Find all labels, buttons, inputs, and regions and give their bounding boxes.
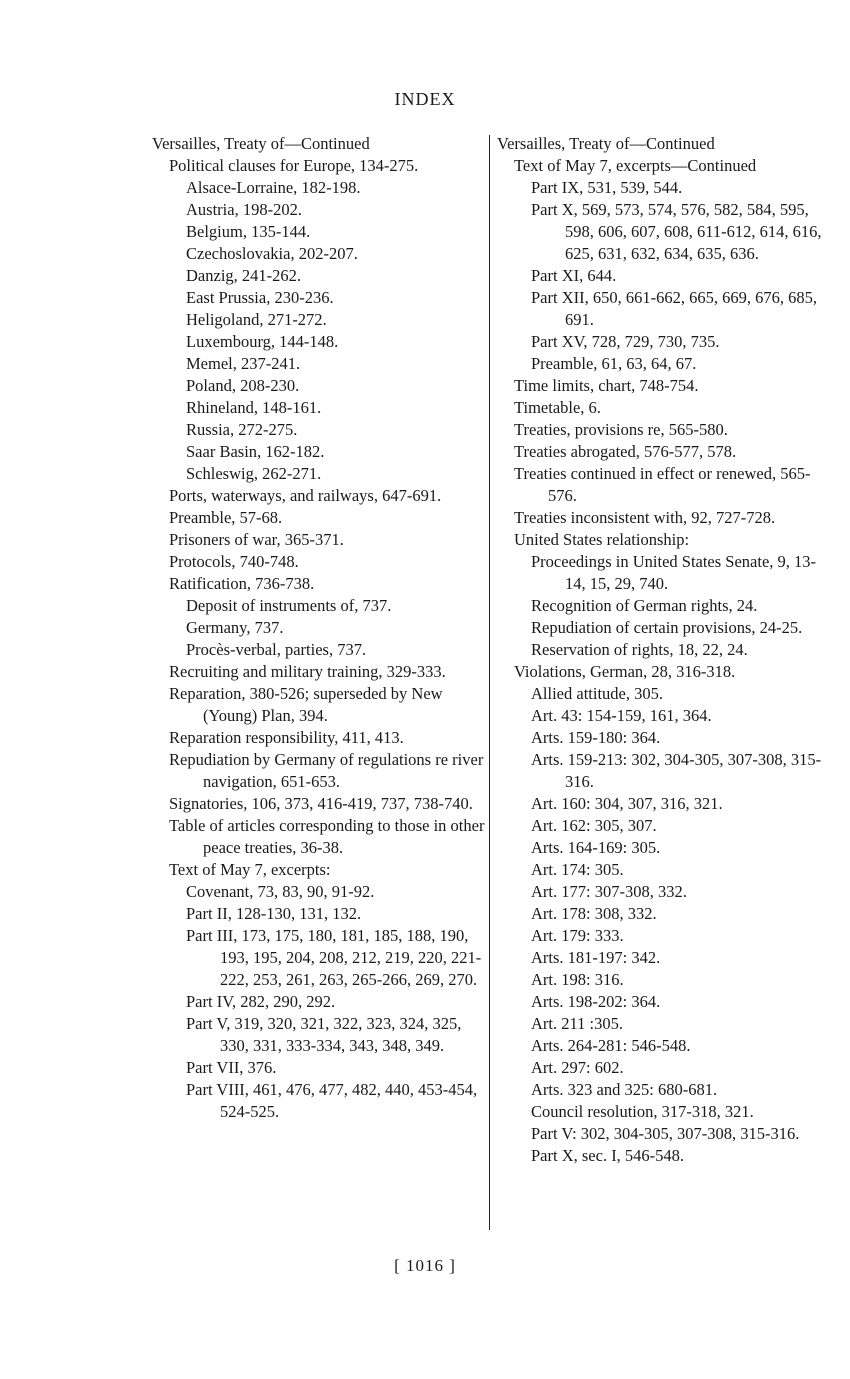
index-entry: Political clauses for Europe, 134-275. xyxy=(169,156,419,175)
index-entry: Reparation, 380-526; superseded by New (Young) Plan, 394. xyxy=(169,684,443,725)
index-entry: Time limits, chart, 748-754. xyxy=(514,376,699,395)
index-entry: Art. 43: 154-159, 161, 364. xyxy=(531,706,712,725)
index-entry: Text of May 7, excerpts: xyxy=(169,860,331,879)
index-entry: Treaties abrogated, 576-577, 578. xyxy=(514,442,737,461)
index-entry: Luxembourg, 144-148. xyxy=(186,332,339,351)
index-entry: Arts. 164-169: 305. xyxy=(531,838,661,857)
index-entry: Arts. 159-213: 302, 304-305, 307-308, 315-316. xyxy=(531,750,822,791)
index-entry: Treaties inconsistent with, 92, 727-728. xyxy=(514,508,776,527)
index-entry: Prisoners of war, 365-371. xyxy=(169,530,344,549)
index-entry: Art. 162: 305, 307. xyxy=(531,816,657,835)
index-entry: Arts. 198-202: 364. xyxy=(531,992,661,1011)
index-entry: Art. 174: 305. xyxy=(531,860,624,879)
index-entry: United States relationship: xyxy=(514,530,690,549)
index-entry: Allied attitude, 305. xyxy=(531,684,663,703)
index-entry: Art. 297: 602. xyxy=(531,1058,624,1077)
index-entry: Arts. 264-281: 546-548. xyxy=(531,1036,691,1055)
index-entry: Art. 177: 307-308, 332. xyxy=(531,882,687,901)
index-entry: Reservation of rights, 18, 22, 24. xyxy=(531,640,748,659)
index-entry: Part X, 569, 573, 574, 576, 582, 584, 595, 598, 606, 607, 608, 611-612, 614, 616, 625, 631, 632, 634, 635, 636. xyxy=(531,200,822,263)
index-entry: Schleswig, 262-271. xyxy=(186,464,322,483)
index-entry: Table of articles corresponding to those in other peace treaties, 36-38. xyxy=(169,816,485,857)
index-column-left xyxy=(152,133,487,1123)
page-title: INDEX xyxy=(394,89,456,109)
index-entry: Repudiation by Germany of regulations re river navigation, 651-653. xyxy=(169,750,484,791)
index-entry: Poland, 208-230. xyxy=(186,376,300,395)
index-entry: Danzig, 241-262. xyxy=(186,266,302,285)
index-entry: Signatories, 106, 373, 416-419, 737, 738-740. xyxy=(169,794,473,813)
index-entry: Alsace-Lorraine, 182-198. xyxy=(186,178,361,197)
index-entry: Russia, 272-275. xyxy=(186,420,298,439)
index-entry: Rhineland, 148-161. xyxy=(186,398,322,417)
index-entry: Text of May 7, excerpts—Continued xyxy=(514,156,757,175)
index-entry: Proceedings in United States Senate, 9, 13-14, 15, 29, 740. xyxy=(531,552,817,593)
index-column-right xyxy=(497,133,832,1167)
index-entry: Art. 160: 304, 307, 316, 321. xyxy=(531,794,723,813)
index-entry: Art. 198: 316. xyxy=(531,970,624,989)
index-entry: Preamble, 61, 63, 64, 67. xyxy=(531,354,697,373)
index-entry: Recruiting and military training, 329-333. xyxy=(169,662,446,681)
index-entry: Recognition of German rights, 24. xyxy=(531,596,758,615)
index-entry: Timetable, 6. xyxy=(514,398,601,417)
index-entry: Ports, waterways, and railways, 647-691. xyxy=(169,486,442,505)
index-entry: Art. 211 :305. xyxy=(531,1014,623,1033)
index-entry: Germany, 737. xyxy=(186,618,284,637)
index-entry: Part V, 319, 320, 321, 322, 323, 324, 325, 330, 331, 333-334, 343, 348, 349. xyxy=(186,1014,462,1055)
index-entry: Repudiation of certain provisions, 24-25. xyxy=(531,618,803,637)
index-entry: Part XII, 650, 661-662, 665, 669, 676, 685, 691. xyxy=(531,288,817,329)
index-entry: Art. 178: 308, 332. xyxy=(531,904,657,923)
index-entry: Protocols, 740-748. xyxy=(169,552,299,571)
index-entry: Part XI, 644. xyxy=(531,266,617,285)
index-entry: Preamble, 57-68. xyxy=(169,508,283,527)
index-entry: Arts. 181-197: 342. xyxy=(531,948,661,967)
index-entry: East Prussia, 230-236. xyxy=(186,288,334,307)
index-entry: Part V: 302, 304-305, 307-308, 315-316. xyxy=(531,1124,800,1143)
index-entry: Treaties continued in effect or renewed, 565-576. xyxy=(514,464,811,505)
index-entry: Heligoland, 271-272. xyxy=(186,310,327,329)
column-divider xyxy=(489,135,490,1230)
index-entry: Ratification, 736-738. xyxy=(169,574,315,593)
index-entry: Part VIII, 461, 476, 477, 482, 440, 453-454, 524-525. xyxy=(186,1080,478,1121)
index-entry: Part III, 173, 175, 180, 181, 185, 188, 190, 193, 195, 204, 208, 212, 219, 220, 221-222, 253, 261, 263, 265-266, 269, 270. xyxy=(186,926,482,989)
index-entry: Czechoslovakia, 202-207. xyxy=(186,244,358,263)
index-entry: Part VII, 376. xyxy=(186,1058,277,1077)
index-entry: Part IX, 531, 539, 544. xyxy=(531,178,683,197)
index-entry: Saar Basin, 162-182. xyxy=(186,442,325,461)
index-entry: Versailles, Treaty of—Continued xyxy=(152,134,370,153)
index-entry: Arts. 159-180: 364. xyxy=(531,728,661,747)
index-entry: Treaties, provisions re, 565-580. xyxy=(514,420,728,439)
index-entry: Arts. 323 and 325: 680-681. xyxy=(531,1080,718,1099)
index-entry: Procès-verbal, parties, 737. xyxy=(186,640,367,659)
index-entry: Belgium, 135-144. xyxy=(186,222,311,241)
index-entry: Reparation responsibility, 411, 413. xyxy=(169,728,404,747)
index-entry: Part X, sec. I, 546-548. xyxy=(531,1146,685,1165)
index-entry: Deposit of instruments of, 737. xyxy=(186,596,392,615)
index-entry: Violations, German, 28, 316-318. xyxy=(514,662,736,681)
page-number: [ 1016 ] xyxy=(394,1256,456,1275)
index-entry: Part IV, 282, 290, 292. xyxy=(186,992,336,1011)
index-entry: Memel, 237-241. xyxy=(186,354,301,373)
index-entry: Part II, 128-130, 131, 132. xyxy=(186,904,362,923)
index-entry: Art. 179: 333. xyxy=(531,926,624,945)
index-entry: Part XV, 728, 729, 730, 735. xyxy=(531,332,720,351)
index-entry: Versailles, Treaty of—Continued xyxy=(497,134,715,153)
index-entry: Austria, 198-202. xyxy=(186,200,302,219)
index-entry: Council resolution, 317-318, 321. xyxy=(531,1102,754,1121)
index-entry: Covenant, 73, 83, 90, 91-92. xyxy=(186,882,375,901)
